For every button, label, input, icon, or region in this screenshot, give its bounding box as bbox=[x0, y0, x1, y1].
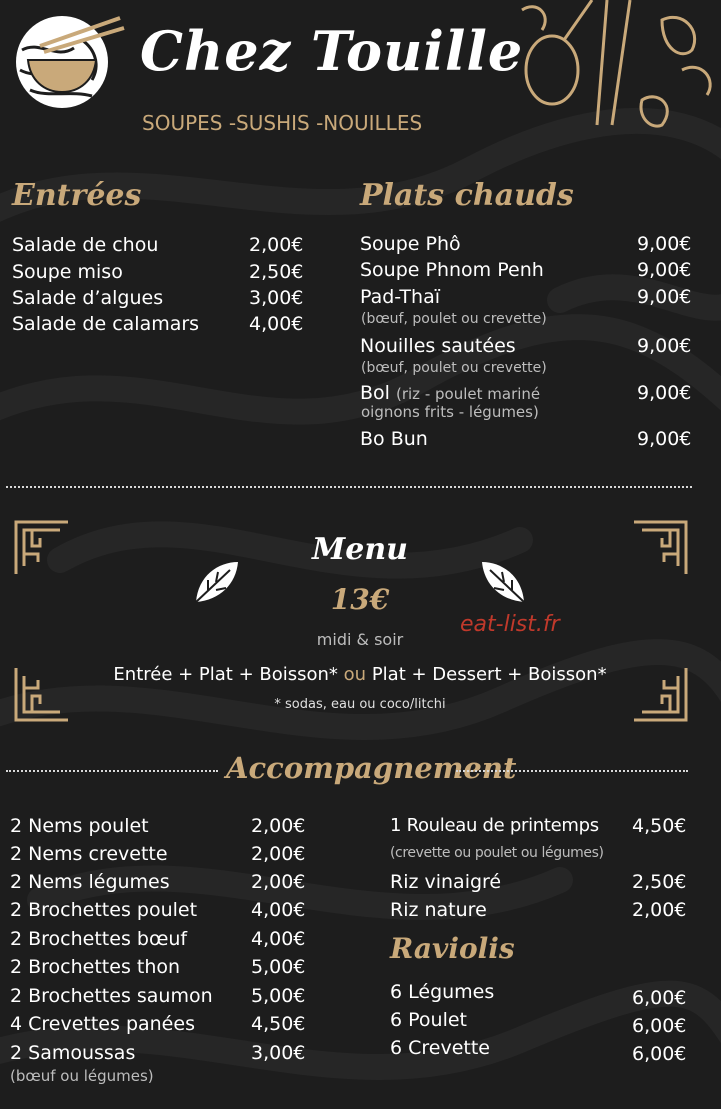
leaf-icon bbox=[190, 556, 242, 608]
item-name: Salade de chou bbox=[12, 234, 159, 256]
item-price: 2,00€ bbox=[249, 234, 304, 256]
plats-chauds-heading: Plats chauds bbox=[360, 178, 574, 213]
item-name: Bol bbox=[360, 382, 390, 404]
item-name: 2 Samoussas bbox=[10, 1042, 136, 1064]
corner-ornament-bottom-left bbox=[12, 666, 70, 724]
entree-item bbox=[12, 286, 312, 310]
menu-footnote: * sodas, eau ou coco/litchi bbox=[274, 697, 446, 712]
plat-item bbox=[360, 285, 695, 309]
item-name: 2 Brochettes poulet bbox=[10, 899, 198, 921]
section-divider bbox=[6, 486, 692, 488]
item-note: oignons frits - légumes) bbox=[361, 403, 539, 421]
item-price: 9,00€ bbox=[637, 233, 692, 255]
item-price: 9,00€ bbox=[637, 259, 692, 281]
accompagnement-item bbox=[10, 870, 310, 894]
item-name: 2 Brochettes saumon bbox=[10, 985, 213, 1007]
item-price: 4,50€ bbox=[632, 815, 687, 837]
plat-item bbox=[360, 334, 695, 358]
item-price: 5,00€ bbox=[251, 985, 306, 1007]
item-price: 4,00€ bbox=[251, 899, 306, 921]
raviolis-heading: Raviolis bbox=[390, 932, 515, 965]
item-price: 3,00€ bbox=[251, 1042, 306, 1064]
entree-item bbox=[12, 312, 312, 336]
plat-item bbox=[360, 258, 695, 282]
item-price: 2,50€ bbox=[632, 871, 687, 893]
item-price: 4,00€ bbox=[249, 313, 304, 335]
formula-part-2: Plat + Dessert + Boisson* bbox=[371, 664, 607, 685]
accompagnement-heading: Accompagnement bbox=[226, 751, 517, 785]
item-name: 4 Crevettes panées bbox=[10, 1013, 195, 1035]
item-name: Soupe Phô bbox=[360, 233, 461, 255]
item-price: 6,00€ bbox=[632, 987, 687, 1009]
item-name: 2 Brochettes bœuf bbox=[10, 928, 188, 950]
item-price: 5,00€ bbox=[251, 956, 306, 978]
leaf-icon bbox=[478, 556, 530, 608]
subtitle-sushis: SUSHIS bbox=[236, 111, 310, 135]
item-name: 2 Nems crevette bbox=[10, 843, 168, 865]
item-price: 9,00€ bbox=[637, 335, 692, 357]
restaurant-subtitle: SOUPES -SUSHIS -NOUILLES bbox=[142, 111, 423, 135]
item-inline-note: (riz - poulet mariné bbox=[396, 385, 541, 403]
ravioli-item bbox=[390, 1008, 690, 1037]
spoon-chopsticks-illustration bbox=[512, 0, 721, 150]
item-name: 6 Poulet bbox=[390, 1009, 467, 1031]
item-note: (bœuf ou légumes) bbox=[10, 1067, 154, 1085]
restaurant-title: Chez Touille bbox=[140, 19, 524, 83]
item-price: 9,00€ bbox=[637, 286, 692, 308]
item-price: 2,50€ bbox=[249, 261, 304, 283]
item-name: Soupe Phnom Penh bbox=[360, 259, 544, 281]
menu-when: midi & soir bbox=[316, 630, 404, 649]
item-name: Riz vinaigré bbox=[390, 871, 502, 893]
item-name: 2 Nems poulet bbox=[10, 815, 149, 837]
item-name: Riz nature bbox=[390, 899, 487, 921]
accompagnement-item bbox=[390, 814, 690, 838]
item-name: Soupe miso bbox=[12, 261, 123, 283]
item-price: 9,00€ bbox=[637, 382, 692, 404]
item-name: 2 Nems légumes bbox=[10, 871, 170, 893]
item-price: 6,00€ bbox=[632, 1043, 687, 1065]
item-note: (crevette ou poulet ou légumes) bbox=[390, 845, 604, 861]
accompagnement-item bbox=[10, 955, 310, 979]
formula-or: ou bbox=[343, 664, 367, 685]
ravioli-item bbox=[390, 1036, 690, 1065]
item-note: (bœuf, poulet ou crevette) bbox=[361, 360, 547, 376]
item-price: 4,00€ bbox=[251, 928, 306, 950]
item-price: 2,00€ bbox=[251, 871, 306, 893]
accompagnement-item bbox=[10, 1012, 310, 1036]
corner-ornament-top-left bbox=[12, 518, 70, 576]
item-price: 9,00€ bbox=[637, 428, 692, 450]
item-price: 2,00€ bbox=[251, 843, 306, 865]
item-name: Salade de calamars bbox=[12, 313, 200, 335]
accompagnement-item bbox=[10, 927, 310, 951]
menu-formula bbox=[80, 662, 640, 688]
subtitle-nouilles: NOUILLES bbox=[323, 111, 423, 135]
section-divider-right bbox=[456, 770, 688, 772]
accompagnement-item bbox=[10, 1041, 310, 1065]
item-price: 3,00€ bbox=[249, 287, 304, 309]
plat-item bbox=[360, 232, 695, 256]
item-name: 6 Légumes bbox=[390, 981, 495, 1003]
ravioli-item bbox=[390, 980, 690, 1009]
item-price: 6,00€ bbox=[632, 1015, 687, 1037]
subtitle-soupes: SOUPES bbox=[142, 111, 223, 135]
item-name: Salade d’algues bbox=[12, 287, 164, 309]
item-price: 2,00€ bbox=[632, 899, 687, 921]
accompagnement-item bbox=[10, 842, 310, 866]
corner-ornament-bottom-right bbox=[632, 666, 690, 724]
entrees-heading: Entrées bbox=[12, 178, 142, 213]
menu-price: 13€ bbox=[330, 583, 390, 616]
formula-part-1: Entrée + Plat + Boisson* bbox=[113, 664, 338, 685]
entree-item bbox=[12, 233, 312, 257]
item-name: 1 Rouleau de printemps bbox=[390, 815, 599, 836]
corner-ornament-top-right bbox=[632, 518, 690, 576]
accompagnement-item bbox=[390, 870, 690, 894]
item-note: (bœuf, poulet ou crevette) bbox=[361, 311, 547, 327]
accompagnement-item bbox=[10, 984, 310, 1008]
item-price: 2,00€ bbox=[251, 815, 306, 837]
menu-heading: Menu bbox=[312, 532, 408, 567]
item-price: 4,50€ bbox=[251, 1013, 306, 1035]
item-name: Nouilles sautées bbox=[360, 335, 516, 357]
section-divider-left bbox=[6, 770, 218, 772]
bowl-chopsticks-logo bbox=[0, 10, 128, 110]
watermark: eat-list.fr bbox=[460, 612, 560, 637]
item-name: Bo Bun bbox=[360, 428, 428, 450]
item-name: Pad-Thaï bbox=[360, 286, 440, 308]
accompagnement-item bbox=[390, 898, 690, 922]
plat-item bbox=[360, 427, 695, 451]
accompagnement-item bbox=[10, 814, 310, 838]
item-name: 2 Brochettes thon bbox=[10, 956, 181, 978]
accompagnement-item bbox=[10, 898, 310, 922]
item-name: 6 Crevette bbox=[390, 1037, 491, 1059]
entree-item bbox=[12, 260, 312, 284]
